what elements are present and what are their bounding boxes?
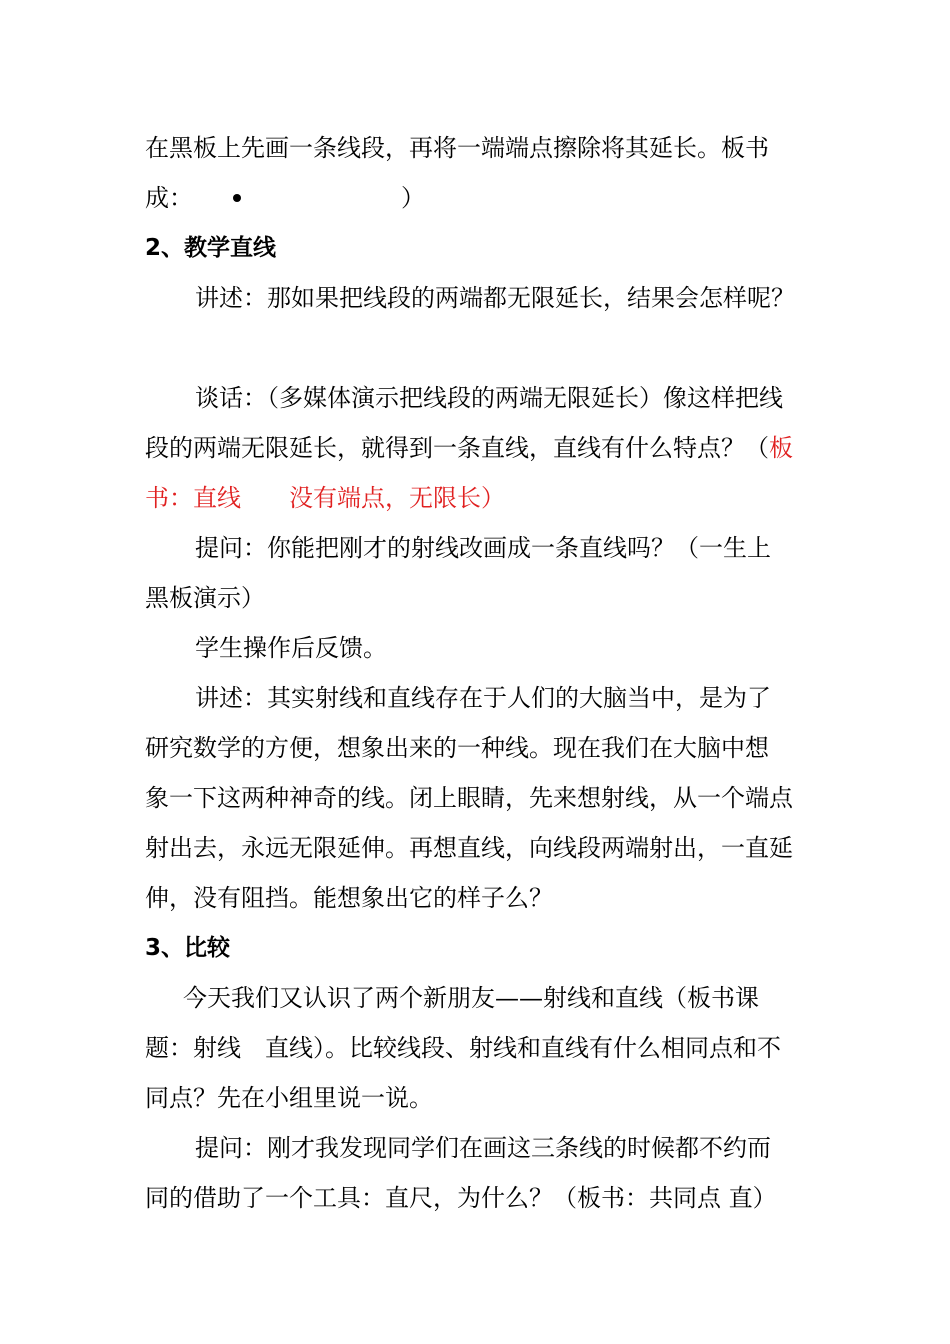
paragraph-line: 题：射线 直线）。比较线段、射线和直线有什么相同点和不 <box>145 1034 781 1062</box>
paragraph-line: 提问：你能把刚才的射线改画成一条直线吗？（一生上 <box>195 534 771 562</box>
paragraph-line: 象一下这两种神奇的线。闭上眼睛，先来想射线，从一个端点 <box>145 784 793 812</box>
text-run: ） <box>401 184 425 212</box>
text-run: 段的两端无限延长，就得到一条直线，直线有什么特点？（ <box>145 434 769 462</box>
paragraph-line: 提问：刚才我发现同学们在画这三条线的时候都不约而 <box>195 1134 771 1162</box>
paragraph-line: 学生操作后反馈。 <box>195 634 387 662</box>
paragraph-line <box>145 183 810 213</box>
paragraph-line: 谈话：（多媒体演示把线段的两端无限延长）像这样把线 <box>195 384 783 412</box>
board-note-text: 书：直线 没有端点，无限长） <box>145 484 505 512</box>
paragraph-line: 同点？先在小组里说一说。 <box>145 1084 433 1112</box>
paragraph-line: 今天我们又认识了两个新朋友——射线和直线（板书课 <box>183 984 759 1012</box>
section-heading: 3、比较 <box>145 935 231 961</box>
paragraph-line: 同的借助了一个工具：直尺，为什么？（板书：共同点 直） <box>145 1184 777 1212</box>
board-note-text: 板 <box>769 434 793 462</box>
paragraph-line <box>145 433 810 463</box>
paragraph-line: 在黑板上先画一条线段，再将一端端点擦除将其延长。板书 <box>145 134 769 162</box>
section-heading: 2、教学直线 <box>145 235 277 261</box>
ray-endpoint-dot-icon <box>233 194 241 202</box>
paragraph-line: 黑板演示） <box>145 584 265 612</box>
paragraph-line: 射出去，永远无限延伸。再想直线，向线段两端射出，一直延 <box>145 834 793 862</box>
paragraph-line: 讲述：那如果把线段的两端都无限延长，结果会怎样呢？ <box>195 284 795 312</box>
text-run: 成： <box>145 184 193 212</box>
paragraph-line: 讲述：其实射线和直线存在于人们的大脑当中，是为了 <box>195 684 771 712</box>
paragraph-line: 伸，没有阻挡。能想象出它的样子么？ <box>145 884 553 912</box>
paragraph-line: 研究数学的方便，想象出来的一种线。现在我们在大脑中想 <box>145 734 769 762</box>
